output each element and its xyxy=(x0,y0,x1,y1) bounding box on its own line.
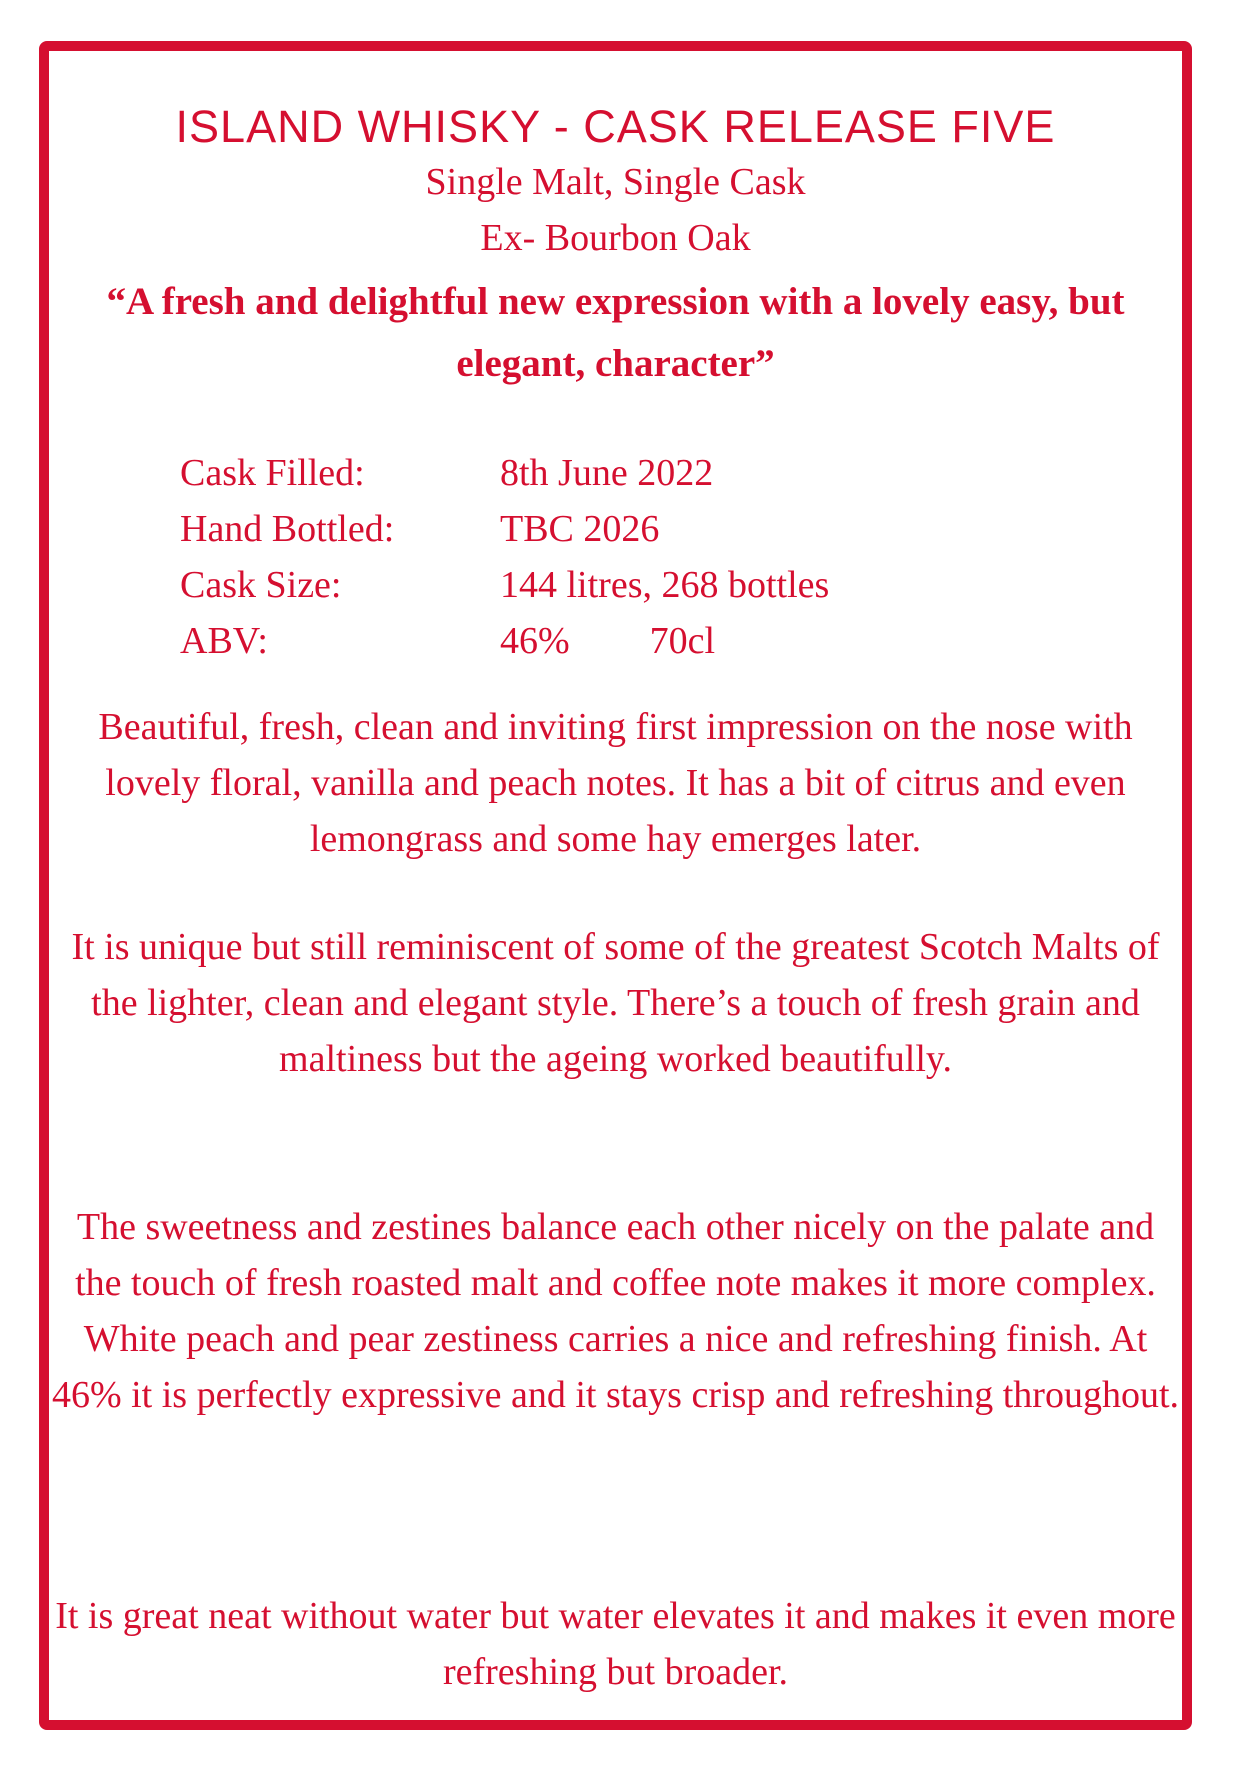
spec-value: 144 litres, 268 bottles xyxy=(500,564,830,606)
spec-volume: 70cl xyxy=(649,620,716,662)
spec-label: Cask Size: xyxy=(180,564,342,606)
tasting-note-palate: The sweetness and zestines balance each other nicely on the palate and the touch of fresh roasted malt and coffee note makes it more complex. White peach and pear zestiness carries a nice and refreshing finish. At 46% it is perfectly expressive and it stays crisp and refreshing throughout. xyxy=(51,1206,1180,1416)
spec-value: 8th June 2022 xyxy=(500,452,714,494)
subtitle-cask-type: Ex- Bourbon Oak xyxy=(480,217,751,259)
tasting-note-water: It is great neat without water but water elevates it and makes it even more refreshing but broader. xyxy=(55,1595,1176,1693)
spec-label: Hand Bottled: xyxy=(180,508,395,550)
tasting-quote-text: “A fresh and delightful new expression with a lovely easy, but elegant, character” xyxy=(106,280,1125,385)
specs-table xyxy=(180,445,829,669)
spec-row-hand-bottled xyxy=(180,501,829,557)
spec-row-abv xyxy=(180,613,829,669)
spec-label: ABV: xyxy=(180,620,268,662)
spec-row-cask-size xyxy=(180,557,829,613)
tasting-quote xyxy=(49,271,1182,395)
tasting-note-nose: Beautiful, fresh, clean and inviting first impression on the nose with lovely floral, vanilla and peach notes. It has a bit of citrus and even lemongrass and some hay emerges later. xyxy=(98,706,1133,860)
subtitle-malt-type: Single Malt, Single Cask xyxy=(425,161,806,203)
label-sheet xyxy=(49,51,1182,1720)
spec-label: Cask Filled: xyxy=(180,452,365,494)
page-title: ISLAND WHISKY - CASK RELEASE FIVE xyxy=(175,101,1056,152)
spec-row-cask-filled xyxy=(180,445,829,501)
tasting-note-character: It is unique but still reminiscent of some of the greatest Scotch Malts of the lighter, clean and elegant style. There’s a touch of fresh grain and maltiness but the ageing worked beautifully. xyxy=(71,926,1160,1080)
spec-value: TBC 2026 xyxy=(500,508,660,550)
spec-value: 46% xyxy=(500,620,570,662)
